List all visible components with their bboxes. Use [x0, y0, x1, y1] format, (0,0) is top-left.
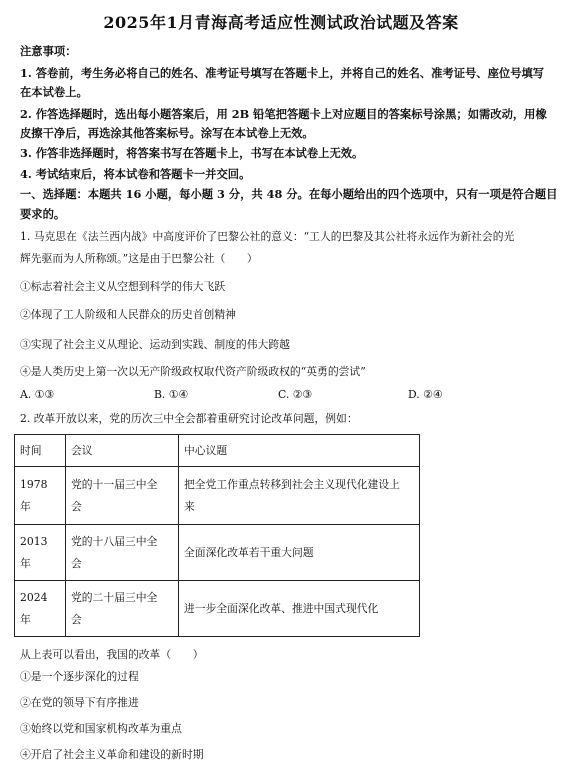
question-2-follow: 从上表可以看出，我国的改革（ ） [20, 648, 204, 661]
table-header-row [15, 435, 420, 467]
notice-line: 3. 作答非选择题时，将答案书写在答题卡上，书写在本试卷上无效。 [20, 146, 364, 160]
notice-line: 4. 考试结束后，将本试卷和答题卡一并交回。 [20, 167, 251, 181]
cell-meeting: 党的十八届三中全 会 [66, 525, 179, 581]
table-row [15, 581, 420, 637]
option-a[interactable]: A. ①③ [20, 388, 55, 401]
cell-topic: 全面深化改革若干重大问题 [179, 525, 420, 581]
cell-year: 2013 年 [15, 525, 66, 581]
question-1-item: ②体现了工人阶级和人民群众的历史首创精神 [20, 308, 236, 321]
option-d[interactable]: D. ②④ [408, 388, 443, 401]
notice-line: 1. 答卷前，考生务必将自己的姓名、准考证号填写在答题卡上，并将自己的姓名、准考证号、座位号填写 [20, 66, 545, 80]
notice-line: 皮擦干净后，再选涂其他答案标号。涂写在本试卷上无效。 [20, 126, 314, 140]
notice-line: 2. 作答选择题时，选出每小题答案后，用 2B 铅笔把答题卡上对应题目的答案标号涂黑；如需改动，用橡 [20, 107, 547, 121]
cell-year: 1978 年 [15, 467, 66, 525]
question-1-item: ①标志着社会主义从空想到科学的伟大飞跃 [20, 280, 226, 293]
question-2-item: ①是一个逐步深化的过程 [20, 670, 139, 683]
notice-heading: 注意事项： [20, 44, 77, 58]
header-topic: 中心议题 [179, 435, 420, 467]
question-2-item: ③始终以党和国家机构改革为重点 [20, 722, 182, 735]
reform-table [14, 434, 420, 637]
cell-topic: 把全党工作重点转移到社会主义现代化建设上 来 [179, 467, 420, 525]
option-b[interactable]: B. ①④ [154, 388, 189, 401]
question-1-item: ④是人类历史上第一次以无产阶级政权取代资产阶级政权的“英勇的尝试” [20, 365, 366, 378]
question-1-item: ③实现了社会主义从理论、运动到实践、制度的伟大跨越 [20, 338, 290, 351]
question-1-stem: 1. 马克思在《法兰西内战》中高度评价了巴黎公社的意义：“工人的巴黎及其公社将永远作为新社会的光 [20, 230, 515, 243]
table-row [15, 525, 420, 581]
option-c[interactable]: C. ②③ [278, 388, 313, 401]
cell-meeting: 党的十一届三中全 会 [66, 467, 179, 525]
section-heading: 一、选择题：本题共 16 小题，每小题 3 分，共 48 分。在每小题给出的四个选项中，只有一项是符合题目 [20, 187, 558, 201]
question-2-item: ④开启了社会主义革命和建设的新时期 [20, 748, 204, 761]
question-2-item: ②在党的领导下有序推进 [20, 696, 139, 709]
section-heading-cont: 要求的。 [20, 207, 66, 221]
table-row [15, 467, 420, 525]
question-1-stem-cont: 辉先驱而为人所称颂。”这是由于巴黎公社（ ） [20, 252, 258, 265]
notice-line: 在本试卷上。 [20, 85, 88, 99]
cell-topic: 进一步全面深化改革、推进中国式现代化 [179, 581, 420, 637]
header-time: 时间 [15, 435, 66, 467]
cell-year: 2024 年 [15, 581, 66, 637]
page-title: 2025年1月青海高考适应性测试政治试题及答案 [103, 13, 459, 32]
cell-meeting: 党的二十届三中全 会 [66, 581, 179, 637]
header-meeting: 会议 [66, 435, 179, 467]
question-2-stem: 2. 改革开放以来，党的历次三中全会都着重研究讨论改革问题，例如： [20, 412, 358, 425]
